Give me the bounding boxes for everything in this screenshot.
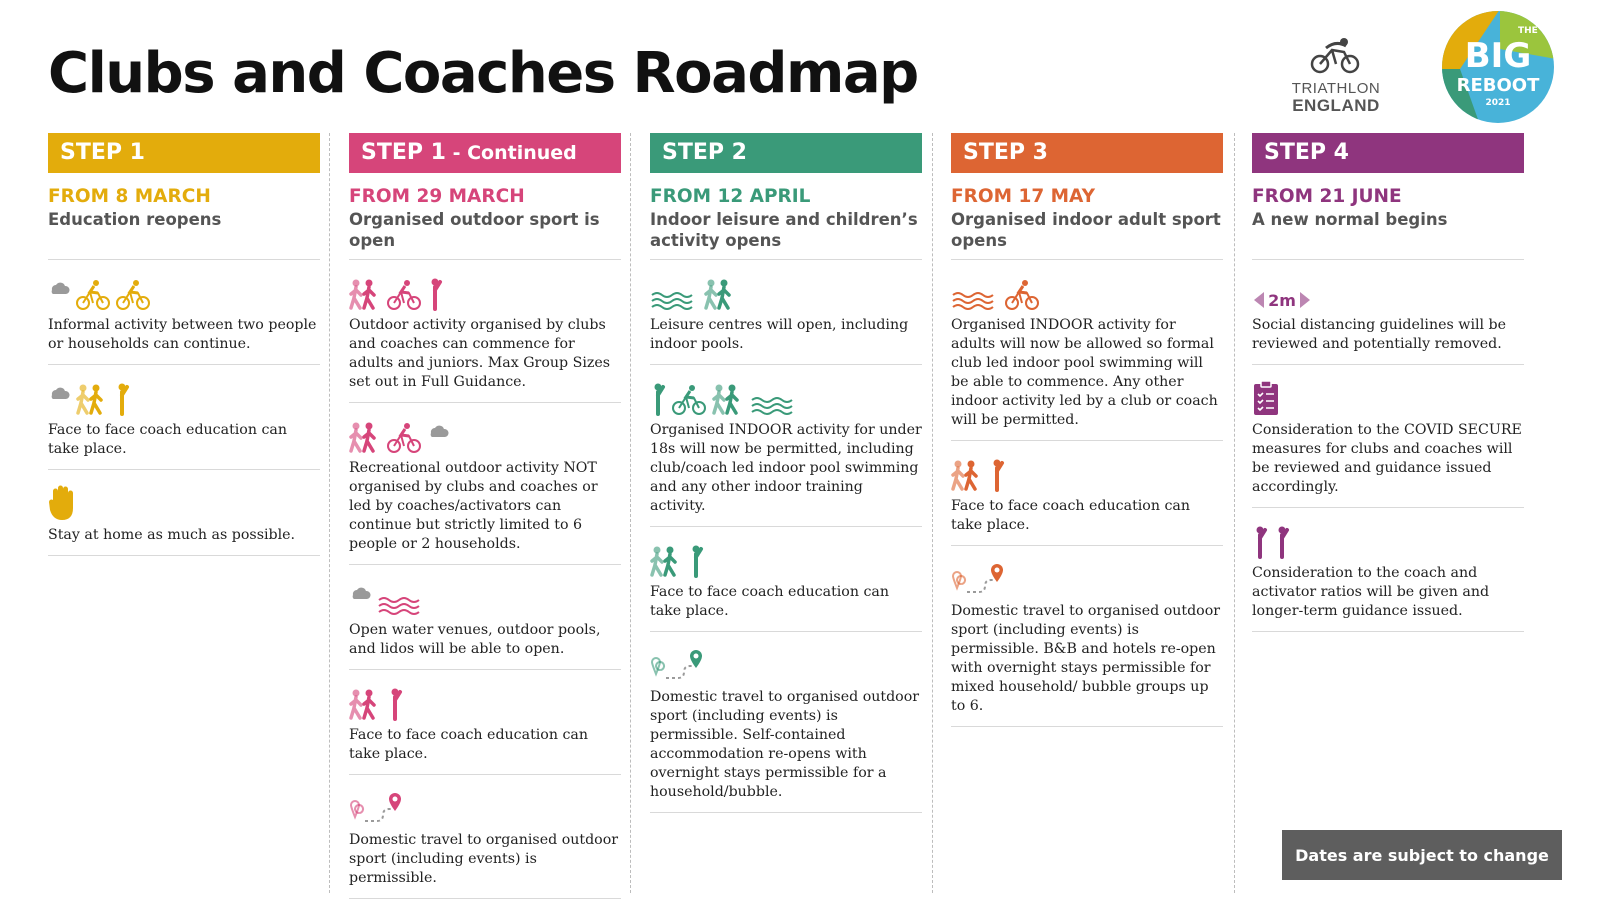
triathlete-logo-icon	[1306, 36, 1366, 76]
card-text: Face to face coach education can take place.	[48, 422, 288, 457]
runners-icon	[349, 278, 381, 312]
badge-year: 2021	[1485, 98, 1511, 108]
runners-icon	[76, 383, 108, 417]
coach-icon	[1252, 526, 1268, 560]
card-icons	[1252, 375, 1524, 417]
step-cards	[1252, 259, 1524, 632]
coach-icon	[114, 383, 130, 417]
card-icons	[48, 480, 320, 522]
step-sublabel: - Continued	[445, 142, 577, 164]
step-date: FROM 17 MAY	[951, 186, 1095, 207]
step-date: FROM 8 MARCH	[48, 186, 211, 207]
route-icon	[349, 787, 409, 827]
guidance-card	[1252, 364, 1524, 507]
step-label: STEP 4	[1264, 140, 1349, 165]
card-icons	[349, 413, 621, 455]
coach-icon	[387, 688, 403, 722]
guidance-card	[1252, 507, 1524, 632]
big-reboot-badge	[1440, 9, 1556, 125]
step-column	[349, 133, 621, 899]
cycling-icon	[672, 383, 706, 417]
step-date: FROM 21 JUNE	[1252, 186, 1402, 207]
badge-big: BIG	[1464, 36, 1532, 76]
card-icons	[349, 270, 621, 312]
guidance-card	[951, 440, 1223, 545]
guidance-card	[349, 669, 621, 774]
card-icons	[650, 642, 922, 684]
cloud-icon	[427, 421, 449, 455]
step-headline: Organised indoor adult sport opens	[951, 210, 1221, 250]
card-text: Face to face coach education can take place.	[650, 584, 890, 619]
card-icons	[1252, 270, 1524, 312]
step-header	[48, 133, 320, 173]
card-text: Recreational outdoor activity NOT organised by clubs and coaches or led by coaches/activators can continue but strictly limited to 6 people or 2 households.	[349, 460, 598, 552]
step-cards	[650, 259, 922, 813]
card-icons	[951, 451, 1223, 493]
waves-icon	[377, 595, 425, 617]
guidance-card	[48, 469, 320, 556]
card-text: Organised INDOOR activity for under 18s will now be permitted, including club/coach led indoor pool swimming and any other indoor training activity.	[650, 422, 922, 514]
card-text: Domestic travel to organised outdoor sport (including events) is permissible. Self-contained accommodation re-opens with overnight stays permissible for a household/bubble.	[650, 689, 920, 800]
guidance-card	[1252, 259, 1524, 364]
stop-hand-icon	[48, 484, 78, 522]
card-icons	[349, 575, 621, 617]
step-cards	[48, 259, 320, 556]
card-icons	[48, 375, 320, 417]
step-header	[951, 133, 1223, 173]
cycling-icon	[1005, 278, 1039, 312]
logo-line-2: ENGLAND	[1292, 96, 1380, 115]
step-date: FROM 29 MARCH	[349, 186, 525, 207]
coach-icon	[427, 278, 443, 312]
waves-icon	[951, 290, 999, 312]
card-text: Stay at home as much as possible.	[48, 527, 296, 543]
step-label: STEP 1	[361, 140, 446, 165]
guidance-card	[650, 631, 922, 813]
column-divider	[630, 133, 631, 893]
step-cards	[951, 259, 1223, 727]
card-text: Face to face coach education can take place.	[951, 498, 1191, 533]
guidance-card	[48, 364, 320, 469]
route-icon	[951, 558, 1011, 598]
card-icons	[1252, 518, 1524, 560]
card-text: Consideration to the COVID SECURE measures for clubs and coaches will be reviewed and guidance issued accordingly.	[1252, 422, 1522, 495]
page-title: Clubs and Coaches Roadmap	[48, 41, 918, 106]
card-text: Outdoor activity organised by clubs and coaches can commence for adults and juniors. Max Group Sizes set out in Full Guidance.	[349, 317, 611, 390]
distance-icon	[1252, 288, 1312, 312]
waves-icon	[650, 290, 698, 312]
cloud-icon	[48, 383, 70, 417]
card-text: Open water venues, outdoor pools, and lidos will be able to open.	[349, 622, 601, 657]
step-date: FROM 12 APRIL	[650, 186, 811, 207]
step-header	[1252, 133, 1524, 173]
guidance-card	[951, 259, 1223, 440]
card-text: Leisure centres will open, including indoor pools.	[650, 317, 909, 352]
card-icons	[349, 680, 621, 722]
step-headline: Organised outdoor sport is open	[349, 210, 600, 250]
checklist-icon	[1252, 379, 1280, 417]
step-column	[1252, 133, 1524, 632]
guidance-card	[349, 564, 621, 669]
card-text: Social distancing guidelines will be reviewed and potentially removed.	[1252, 317, 1507, 352]
card-icons	[951, 556, 1223, 598]
runners-icon	[704, 278, 736, 312]
card-icons	[650, 537, 922, 579]
card-icons	[48, 270, 320, 312]
column-divider	[329, 133, 330, 893]
card-text: Face to face coach education can take place.	[349, 727, 589, 762]
card-text: Domestic travel to organised outdoor sport (including events) is permissible. B&B and hotels re-open with overnight stays permissible for mixed household/ bubble groups up to 6.	[951, 603, 1221, 714]
step-column	[48, 133, 320, 556]
cloud-icon	[48, 278, 70, 312]
guidance-card	[349, 259, 621, 402]
guidance-card	[650, 259, 922, 364]
logo-line-1: TRIATHLON	[1291, 80, 1381, 97]
guidance-card	[349, 402, 621, 564]
guidance-card	[650, 526, 922, 631]
coach-icon	[688, 545, 704, 579]
dates-subject-to-change-note: Dates are subject to change	[1282, 830, 1562, 880]
coach-icon	[1274, 526, 1290, 560]
step-header	[349, 133, 621, 173]
svg-text:2m: 2m	[1268, 291, 1296, 310]
runners-icon	[650, 545, 682, 579]
cycling-icon	[76, 278, 110, 312]
coach-icon	[650, 383, 666, 417]
step-headline: Indoor leisure and children’s activity opens	[650, 210, 918, 250]
triathlon-england-logo	[1286, 36, 1386, 114]
card-icons	[349, 785, 621, 827]
badge-the: THE	[1518, 26, 1538, 36]
runners-icon	[349, 421, 381, 455]
cycling-icon	[387, 421, 421, 455]
runners-icon	[951, 459, 983, 493]
card-text: Consideration to the coach and activator ratios will be given and longer-term guidance issued.	[1252, 565, 1490, 619]
card-icons	[951, 270, 1223, 312]
step-header	[650, 133, 922, 173]
step-column	[951, 133, 1223, 727]
route-icon	[650, 644, 710, 684]
step-headline: Education reopens	[48, 210, 222, 229]
cloud-icon	[349, 583, 371, 617]
coach-icon	[989, 459, 1005, 493]
card-icons	[650, 270, 922, 312]
guidance-card	[349, 774, 621, 899]
step-label: STEP 3	[963, 140, 1048, 165]
card-icons	[650, 375, 922, 417]
column-divider	[932, 133, 933, 893]
runners-icon	[712, 383, 744, 417]
step-label: STEP 2	[662, 140, 747, 165]
cycling-icon	[387, 278, 421, 312]
card-text: Domestic travel to organised outdoor sport (including events) is permissible.	[349, 832, 619, 886]
badge-reboot: REBOOT	[1456, 75, 1540, 96]
step-column	[650, 133, 922, 813]
step-label: STEP 1	[60, 140, 145, 165]
guidance-card	[48, 259, 320, 364]
step-cards	[349, 259, 621, 899]
runners-icon	[349, 688, 381, 722]
cycling-icon	[116, 278, 150, 312]
card-text: Organised INDOOR activity for adults will now be allowed so formal club led indoor pool swimming will be able to commence. Any other indoor activity led by a club or coach will be permitted.	[951, 317, 1218, 428]
column-divider	[1234, 133, 1235, 893]
card-text: Informal activity between two people or households can continue.	[48, 317, 317, 352]
step-headline: A new normal begins	[1252, 210, 1448, 229]
guidance-card	[650, 364, 922, 526]
guidance-card	[951, 545, 1223, 727]
waves-icon	[750, 395, 798, 417]
